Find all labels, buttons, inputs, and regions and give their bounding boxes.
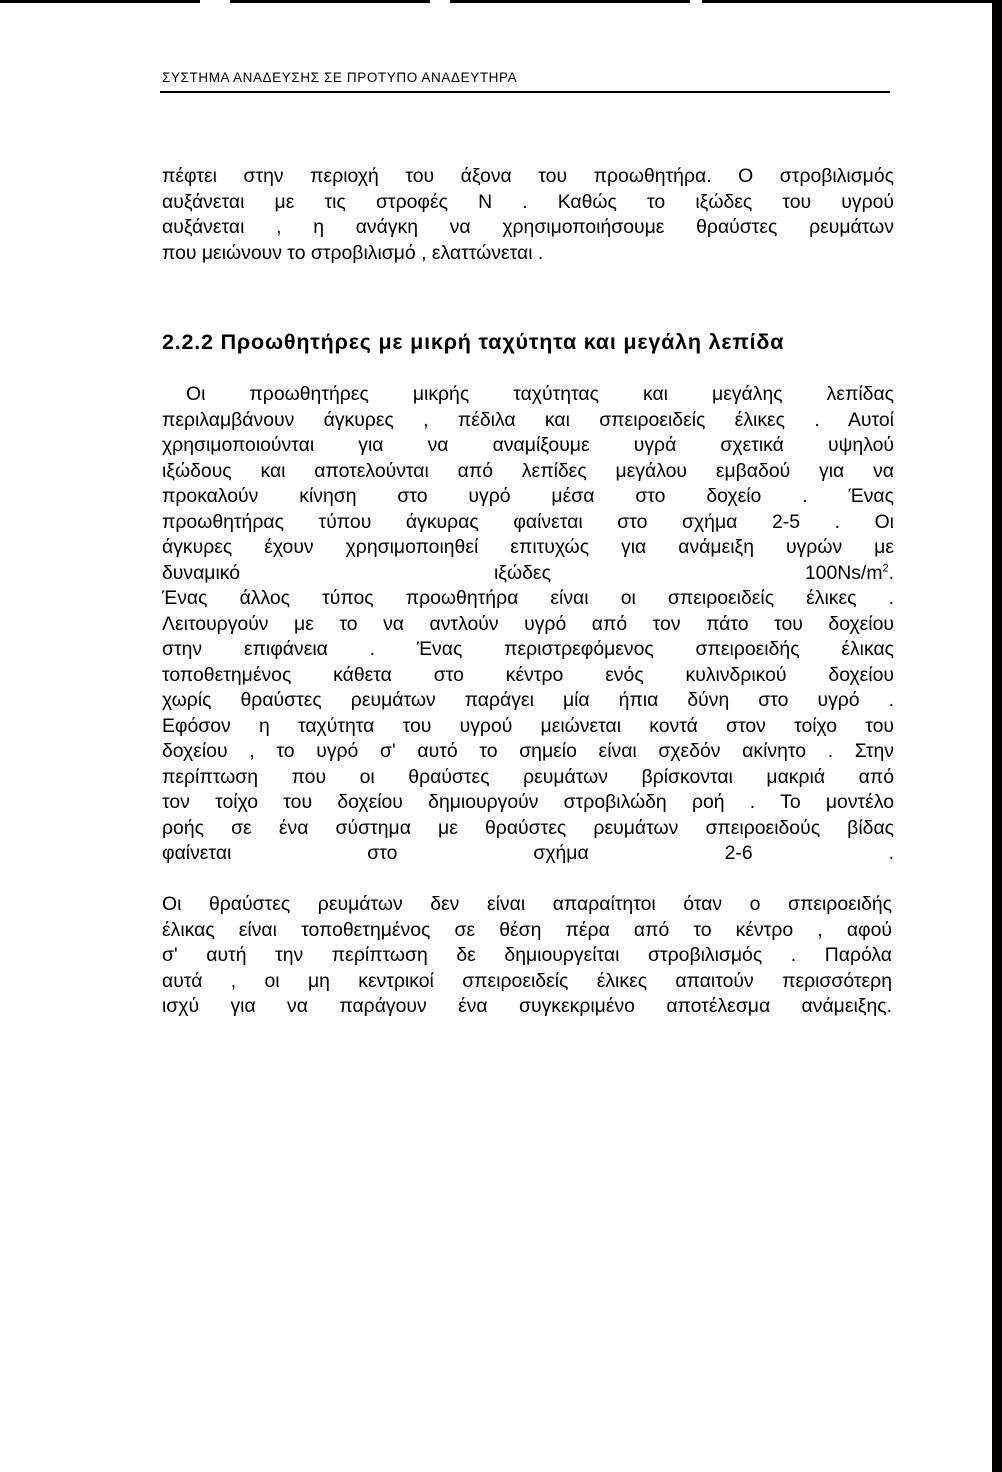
paragraph-line: αυτά , οι μη κεντρικοί σπειροειδείς έλικες απαιτούν περισσότερη <box>162 969 892 992</box>
paragraph-2 <box>162 382 894 867</box>
viscosity-suffix: . <box>888 561 894 584</box>
scan-edge-top <box>0 0 1002 3</box>
paragraph-line: ροής σε ένα σύστημα με θραύστες ρευμάτων σπειροειδούς βίδας <box>162 816 894 839</box>
paragraph-1 <box>162 164 894 266</box>
scan-edge-gap <box>430 0 450 3</box>
running-header: ΣΥΣΤΗΜΑ ΑΝΑΔΕΥΣΗΣ ΣΕ ΠΡΟΤΥΠΟ ΑΝΑΔΕΥΤΗΡΑ <box>162 70 518 85</box>
scan-edge-gap <box>200 0 230 3</box>
paragraph-line: προκαλούν κίνηση στο υγρό μέσα στο δοχείο . Ένας <box>162 485 894 507</box>
paragraph-3 <box>162 892 892 1020</box>
paragraph-line: περίπτωση που οι θραύστες ρευμάτων βρίσκονται μακριά από <box>162 765 894 788</box>
paragraph-line: δοχείου , το υγρό σ' αυτό το σημείο είναι σχεδόν ακίνητο . Στην <box>162 740 894 762</box>
header-rule <box>160 91 890 93</box>
section-heading: 2.2.2 Προωθητήρες με μικρή ταχύτητα και μεγάλη λεπίδα <box>162 330 785 354</box>
paragraph-line: έλικας είναι τοποθετημένος σε θέση πέρα από το κέντρο , αφού <box>162 918 892 941</box>
paragraph-line: Ένας άλλος τύπος προωθητήρα είναι οι σπειροειδείς έλικες . <box>162 587 894 609</box>
paragraph-line: περιλαμβάνουν άγκυρες , πέδιλα και σπειροειδείς έλικες . Αυτοί <box>162 408 894 431</box>
viscosity-text: δυναμικό ιξώδες 100Ns/m <box>162 561 883 584</box>
paragraph-line: φαίνεται στο σχήμα 2-6 . <box>162 842 894 864</box>
paragraph-line: σ' αυτή την περίπτωση δε δημιουργείται στροβιλισμός . Παρόλα <box>162 944 892 966</box>
paragraph-line: πέφτει στην περιοχή του άξονα του προωθητήρα. Ο στροβιλισμός <box>162 165 894 187</box>
paragraph-line: ισχύ για να παράγουν ένα συγκεκριμένο αποτέλεσμα ανάμειξης. <box>162 995 892 1017</box>
paragraph-line: Οι θραύστες ρευμάτων δεν είναι απαραίτητοι όταν ο σπειροειδής <box>162 893 892 915</box>
paragraph-line: στην επιφάνεια . Ένας περιστρεφόμενος σπειροειδής έλικας <box>162 638 894 660</box>
scan-edge-right <box>992 0 1002 1472</box>
paragraph-line: Λειτουργούν με το να αντλούν υγρό από τον πάτο του δοχείου <box>162 612 894 635</box>
superscript: 2 <box>882 562 889 575</box>
viscosity-line <box>162 561 894 587</box>
paragraph-line: άγκυρες έχουν χρησιμοποιηθεί επιτυχώς για ανάμειξη υγρών με <box>162 536 894 558</box>
paragraph-line: προωθητήρας τύπου άγκυρας φαίνεται στο σχήμα 2-5 . Οι <box>162 510 894 533</box>
paragraph-line: χωρίς θραύστες ρευμάτων παράγει μία ήπια δύνη στο υγρό . <box>162 689 894 711</box>
paragraph-line: αυξάνεται με τις στροφές Ν . Καθώς το ιξώδες του υγρού <box>162 190 894 213</box>
paragraph-line: Οι προωθητήρες μικρής ταχύτητας και μεγάλης λεπίδας <box>186 383 894 405</box>
scan-edge-gap <box>690 0 702 3</box>
paragraph-line: τοποθετημένος κάθετα στο κέντρο ενός κυλινδρικού δοχείου <box>162 663 894 686</box>
paragraph-line: χρησιμοποιούνται για να αναμίξουμε υγρά σχετικά υψηλού <box>162 434 894 456</box>
paragraph-line: που μειώνουν το στροβιλισμό , ελαττώνεται . <box>162 241 544 264</box>
paragraph-line: Εφόσον η ταχύτητα του υγρού μειώνεται κοντά στον τοίχο του <box>162 714 894 737</box>
paragraph-line: ιξώδους και αποτελούνται από λεπίδες μεγάλου εμβαδού για να <box>162 459 894 482</box>
paragraph-line: τον τοίχο του δοχείου δημιουργούν στροβιλώδη ροή . Το μοντέλο <box>162 791 894 813</box>
paragraph-line: αυξάνεται , η ανάγκη να χρησιμοποιήσουμε θραύστες ρευμάτων <box>162 216 894 238</box>
